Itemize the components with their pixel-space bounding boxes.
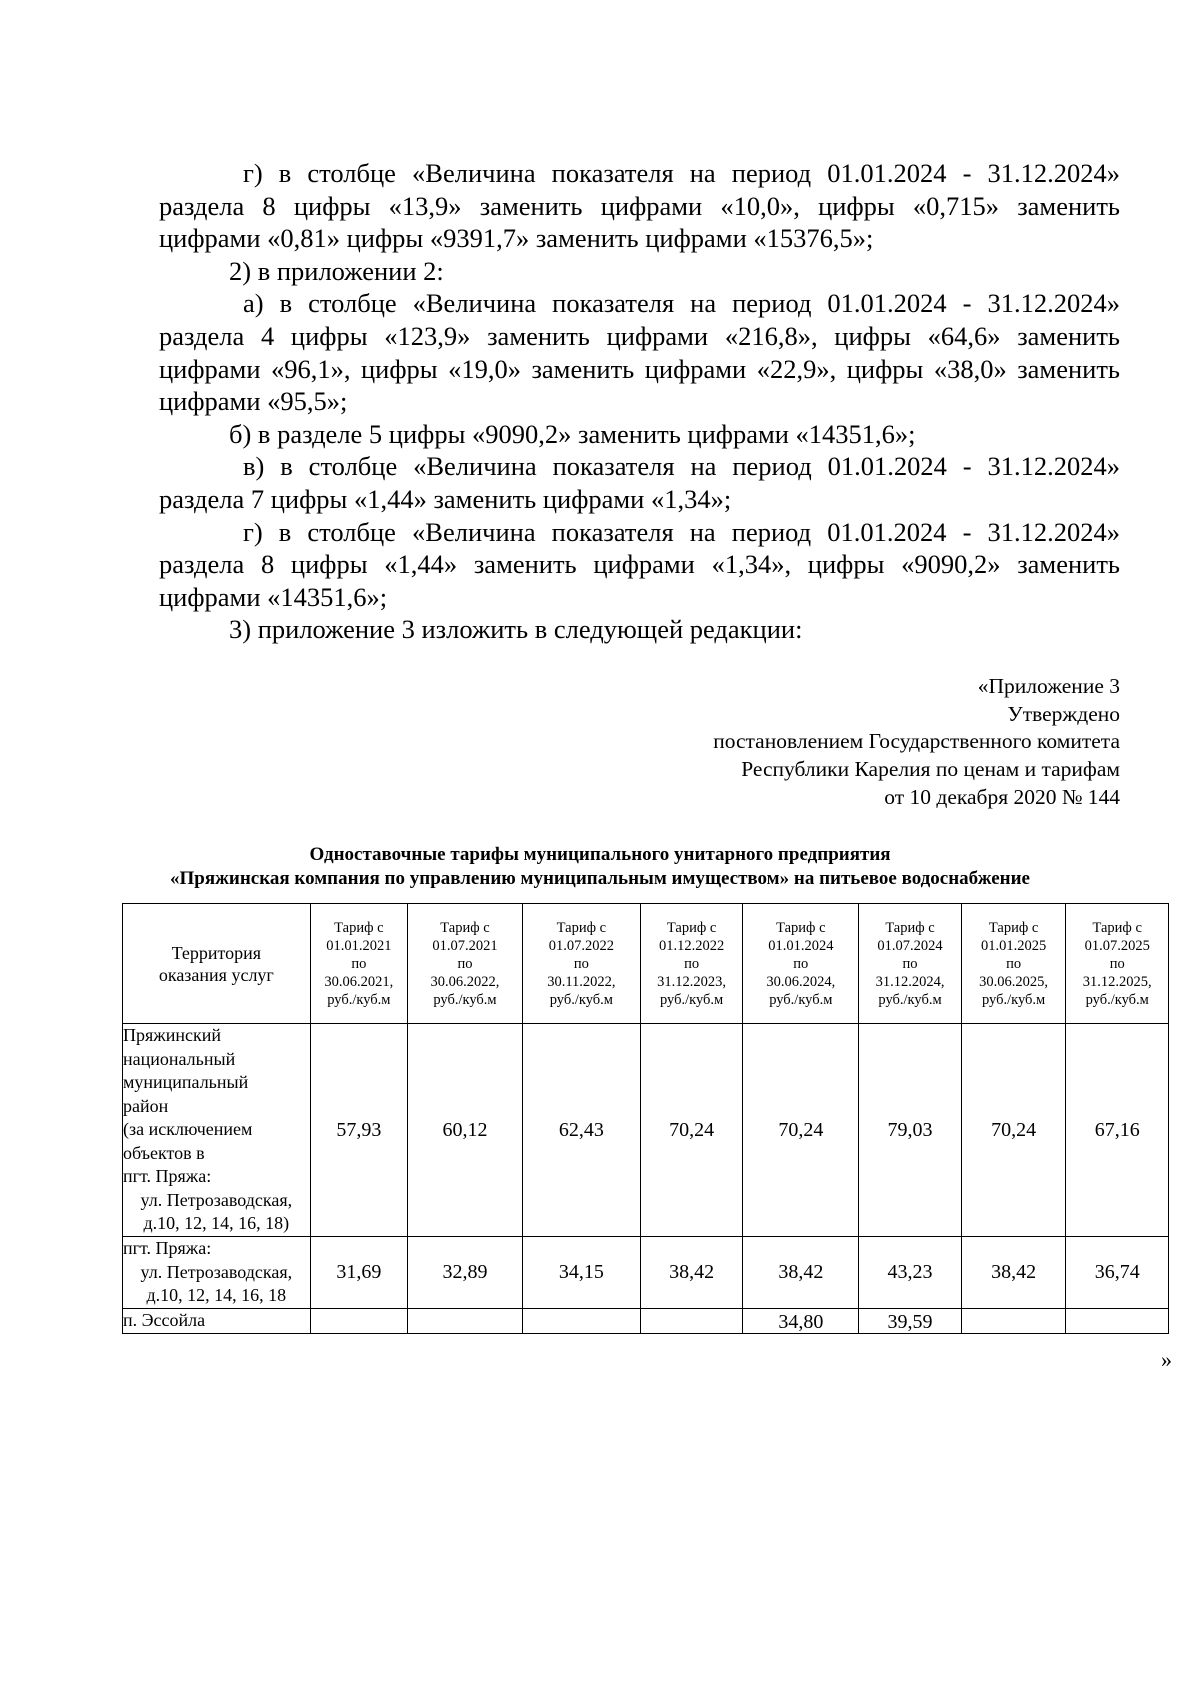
header-line: по xyxy=(573,955,589,972)
tariff-column-header xyxy=(522,904,640,1024)
tariff-value xyxy=(961,1308,1066,1333)
header-line: 01.01.2024 xyxy=(768,937,834,954)
tariff-value: 62,43 xyxy=(522,1024,640,1237)
table-title-line: «Пряжинская компания по управлению муниципальным имуществом» на питьевое водоснабжение xyxy=(169,868,1030,889)
tariff-column-header xyxy=(640,904,743,1024)
header-line: Тариф с xyxy=(440,919,490,936)
closing-quote: » xyxy=(1161,1347,1172,1372)
tariff-value: 36,74 xyxy=(1066,1237,1169,1309)
tariff-value: 38,42 xyxy=(961,1237,1066,1309)
header-line: 01.01.2025 xyxy=(980,937,1047,954)
paragraph: в) в столбце «Величина показателя на период 01.01.2024 - 31.12.2024» раздела 7 цифры «1,44» заменить цифрами «1,34»; xyxy=(159,451,1120,514)
tariff-value xyxy=(310,1308,407,1333)
header-line: оказания услуг xyxy=(158,964,274,985)
header-line: руб./куб.м xyxy=(327,991,391,1008)
header-line: Тариф с xyxy=(334,919,384,936)
table-title xyxy=(100,843,1100,891)
header-line: 31.12.2024, xyxy=(875,973,945,990)
territory-line: д.10, 12, 14, 16, 18) xyxy=(143,1213,290,1233)
header-line: 01.07.2021 xyxy=(432,937,498,954)
territory-cell xyxy=(123,1308,311,1333)
tariff-value: 67,16 xyxy=(1066,1024,1169,1237)
territory-line: п. Эссойла xyxy=(123,1309,206,1330)
header-line: Тариф с xyxy=(666,919,717,936)
header-line: Тариф с xyxy=(988,919,1039,936)
tariff-value xyxy=(640,1308,743,1333)
tariff-value xyxy=(522,1308,640,1333)
amendments-text xyxy=(159,157,1120,646)
tariff-value: 32,89 xyxy=(408,1237,523,1309)
tariff-value: 70,24 xyxy=(640,1024,743,1237)
tariff-value xyxy=(1066,1308,1169,1333)
territory-header xyxy=(123,904,311,1024)
header-line: 31.12.2025, xyxy=(1082,973,1152,990)
header-line: по xyxy=(1006,955,1022,972)
header-line: 01.07.2024 xyxy=(877,937,943,954)
header-line: по xyxy=(902,955,918,972)
header-line: руб./куб.м xyxy=(878,991,942,1008)
header-line: Тариф с xyxy=(885,919,935,936)
header-line: 30.06.2025, xyxy=(979,973,1049,990)
tariff-value: 34,15 xyxy=(522,1237,640,1309)
table-row xyxy=(123,1237,1169,1309)
header-line: руб./куб.м xyxy=(981,991,1046,1008)
header-line: по xyxy=(1109,955,1125,972)
header-line: Территория xyxy=(171,942,262,963)
header-line: 01.12.2022 xyxy=(658,937,725,954)
header-line: руб./куб.м xyxy=(769,991,833,1008)
tariff-value: 70,24 xyxy=(961,1024,1066,1237)
paragraph: г) в столбце «Величина показателя на период 01.01.2024 - 31.12.2024» раздела 8 цифры «13,9» заменить цифрами «10,0», цифры «0,715» заменить цифрами «0,81» цифры «9391,7» заменить цифрами «15376,5»; xyxy=(159,158,1120,254)
header-line: руб./куб.м xyxy=(549,991,613,1008)
territory-line: д.10, 12, 14, 16, 18 xyxy=(146,1285,287,1305)
tariff-column-header xyxy=(859,904,962,1024)
header-line: Тариф с xyxy=(776,919,826,936)
tariff-value: 70,24 xyxy=(743,1024,859,1237)
tariff-column-header xyxy=(408,904,523,1024)
territory-line: муниципальный xyxy=(123,1072,249,1092)
territory-line: пгт. Пряжа: xyxy=(123,1166,212,1186)
header-line: 31.12.2023, xyxy=(657,973,727,990)
tariff-value: 57,93 xyxy=(310,1024,407,1237)
header-line: руб./куб.м xyxy=(1085,991,1149,1008)
header-line: по xyxy=(457,955,473,972)
approval-block xyxy=(520,673,1120,812)
tariff-column-header xyxy=(310,904,407,1024)
territory-line: Пряжинский xyxy=(123,1025,221,1045)
tariff-table xyxy=(122,903,1169,1334)
header-line: руб./куб.м xyxy=(433,991,497,1008)
header-line: 30.06.2022, xyxy=(430,973,500,990)
paragraph: г) в столбце «Величина показателя на период 01.01.2024 - 31.12.2024» раздела 8 цифры «1,44» заменить цифрами «1,34», цифры «9090,2» заменить цифрами «14351,6»; xyxy=(159,516,1120,612)
header-line: 01.07.2022 xyxy=(548,937,614,954)
tariff-value: 43,23 xyxy=(859,1237,962,1309)
approval-line: «Приложение 3 xyxy=(977,674,1120,698)
tariff-column-header xyxy=(1066,904,1169,1024)
tariff-value xyxy=(408,1308,523,1333)
table-title-line: Одноставочные тарифы муниципального унитарного предприятия xyxy=(309,844,891,865)
header-line: по xyxy=(684,955,700,972)
territory-cell xyxy=(123,1024,311,1237)
header-line: 30.11.2022, xyxy=(547,973,616,990)
approval-line: постановлением Государственного комитета xyxy=(713,729,1120,754)
tariff-value: 31,69 xyxy=(310,1237,407,1309)
tariff-value: 38,42 xyxy=(640,1237,743,1309)
territory-line: ул. Петрозаводская, xyxy=(140,1189,293,1210)
territory-line: ул. Петрозаводская, xyxy=(140,1261,293,1282)
tariff-value: 34,80 xyxy=(743,1308,859,1333)
header-line: 01.01.2021 xyxy=(326,937,392,954)
territory-cell xyxy=(123,1237,311,1309)
tariff-column-header xyxy=(961,904,1066,1024)
tariff-value: 38,42 xyxy=(743,1237,859,1309)
header-line: Тариф с xyxy=(556,919,607,936)
approval-line: Республики Карелия по ценам и тарифам xyxy=(741,757,1120,782)
tariff-value: 79,03 xyxy=(859,1024,962,1237)
paragraph: 2) в приложении 2: xyxy=(229,255,444,286)
tariff-value: 39,59 xyxy=(859,1308,962,1333)
header-line: 30.06.2024, xyxy=(766,973,836,990)
territory-line: (за исключением xyxy=(123,1119,253,1139)
header-line: по xyxy=(793,955,809,972)
territory-line: национальный xyxy=(123,1048,236,1069)
table-header-row xyxy=(123,904,1169,1024)
paragraph: а) в столбце «Величина показателя на период 01.01.2024 - 31.12.2024» раздела 4 цифры «123,9» заменить цифрами «216,8», цифры «64,6» заменить цифрами «96,1», цифры «19,0» заменить цифрами «22,9», цифры «38,0» заменить цифрами «95,5»; xyxy=(159,288,1120,417)
table-row xyxy=(123,1024,1169,1237)
header-line: Тариф с xyxy=(1092,919,1142,936)
header-line: 01.07.2025 xyxy=(1084,937,1150,954)
header-line: руб./куб.м xyxy=(659,991,724,1008)
tariff-value: 60,12 xyxy=(408,1024,523,1237)
paragraph: б) в разделе 5 цифры «9090,2» заменить цифрами «14351,6»; xyxy=(229,418,916,449)
tariff-column-header xyxy=(743,904,859,1024)
table-row xyxy=(123,1308,1169,1333)
paragraph: 3) приложение 3 изложить в следующей редакции: xyxy=(229,614,803,645)
header-line: по xyxy=(351,955,367,972)
approval-line: Утверждено xyxy=(1007,701,1120,726)
header-line: 30.06.2021, xyxy=(324,973,394,990)
territory-line: объектов в xyxy=(123,1142,205,1163)
territory-line: район xyxy=(123,1095,169,1116)
territory-line: пгт. Пряжа: xyxy=(123,1238,212,1258)
approval-line: от 10 декабря 2020 № 144 xyxy=(884,784,1120,809)
